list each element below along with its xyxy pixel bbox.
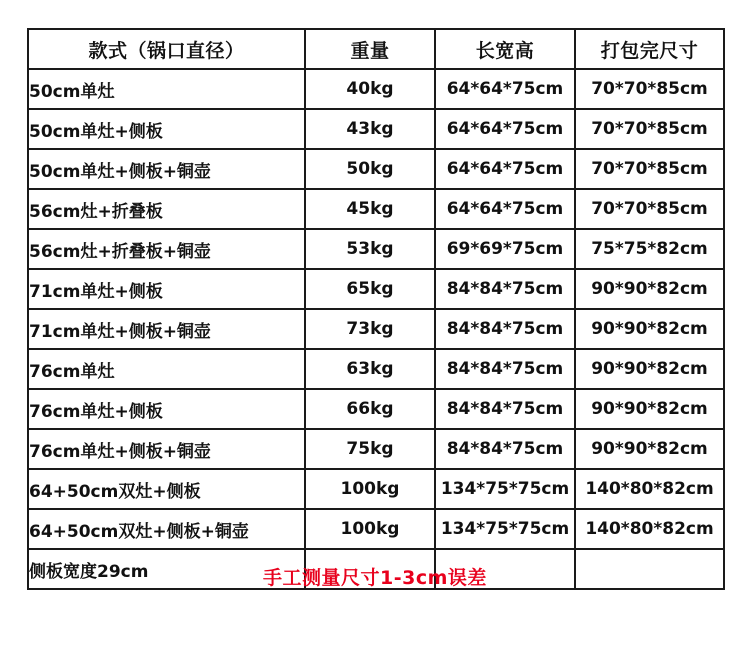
cell-packed-size: 70*70*85cm: [575, 149, 724, 189]
cell-style: 76cm单灶+侧板: [28, 389, 305, 429]
cell-style: 56cm灶+折叠板+铜壶: [28, 229, 305, 269]
cell-dimensions: 64*64*75cm: [435, 189, 575, 229]
cell-packed-size: 90*90*82cm: [575, 349, 724, 389]
cell-packed-size: 75*75*82cm: [575, 229, 724, 269]
cell-packed-size: 70*70*85cm: [575, 109, 724, 149]
cell-dimensions: 84*84*75cm: [435, 429, 575, 469]
cell-packed-size: 90*90*82cm: [575, 389, 724, 429]
cell-dimensions: 64*64*75cm: [435, 109, 575, 149]
cell-style: 64+50cm双灶+侧板+铜壶: [28, 509, 305, 549]
cell-style: 50cm单灶+侧板: [28, 109, 305, 149]
cell-weight: 75kg: [305, 429, 435, 469]
cell-dimensions: 69*69*75cm: [435, 229, 575, 269]
cell-style: 71cm单灶+侧板+铜壶: [28, 309, 305, 349]
table-row: [28, 389, 724, 429]
table-row: [28, 269, 724, 309]
cell-weight: 43kg: [305, 109, 435, 149]
table-row: [28, 469, 724, 509]
cell-packed-size: 90*90*82cm: [575, 429, 724, 469]
table-row: [28, 309, 724, 349]
cell-packed-size: 90*90*82cm: [575, 269, 724, 309]
cell-weight: 73kg: [305, 309, 435, 349]
cell-dimensions: 84*84*75cm: [435, 309, 575, 349]
cell-weight: 53kg: [305, 229, 435, 269]
table-row: [28, 509, 724, 549]
cell-dimensions: 84*84*75cm: [435, 269, 575, 309]
table-row: [28, 109, 724, 149]
cell-weight: 100kg: [305, 509, 435, 549]
cell-packed-size: 140*80*82cm: [575, 509, 724, 549]
cell-style: 50cm单灶: [28, 69, 305, 109]
measurement-disclaimer: 手工测量尺寸1-3cm误差: [263, 567, 487, 589]
cell-weight: 66kg: [305, 389, 435, 429]
cell-weight: 63kg: [305, 349, 435, 389]
column-header-style: 款式（锅口直径）: [28, 29, 305, 69]
spec-table-container: [27, 28, 723, 590]
cell-style: 50cm单灶+侧板+铜壶: [28, 149, 305, 189]
table-row: [28, 149, 724, 189]
cell-dimensions: 84*84*75cm: [435, 389, 575, 429]
cell-style: 71cm单灶+侧板: [28, 269, 305, 309]
cell-dimensions: 64*64*75cm: [435, 149, 575, 189]
cell-style: 64+50cm双灶+侧板: [28, 469, 305, 509]
cell-dimensions: 64*64*75cm: [435, 69, 575, 109]
cell-weight: 40kg: [305, 69, 435, 109]
cell-style: 56cm灶+折叠板: [28, 189, 305, 229]
cell-dimensions: 134*75*75cm: [435, 469, 575, 509]
cell-packed-size: 90*90*82cm: [575, 309, 724, 349]
table-row: [28, 349, 724, 389]
table-row: [28, 189, 724, 229]
cell-weight: 100kg: [305, 469, 435, 509]
cell-style: 76cm单灶+侧板+铜壶: [28, 429, 305, 469]
spec-table: [27, 28, 725, 590]
cell-packed-size: 70*70*85cm: [575, 189, 724, 229]
table-row: [28, 69, 724, 109]
cell-dimensions: 134*75*75cm: [435, 509, 575, 549]
cell-weight: 45kg: [305, 189, 435, 229]
table-header: [28, 29, 724, 69]
cell-weight: 65kg: [305, 269, 435, 309]
cell-style: 76cm单灶: [28, 349, 305, 389]
cell-weight: 50kg: [305, 149, 435, 189]
column-header-dimensions: 长宽高: [435, 29, 575, 69]
cell-packed-size: 140*80*82cm: [575, 469, 724, 509]
table-row: [28, 229, 724, 269]
table-header-row: [28, 29, 724, 69]
cell-side-panel-width-note: 侧板宽度29cm: [28, 549, 305, 589]
cell-packed-size: 70*70*85cm: [575, 69, 724, 109]
cell-dimensions: 84*84*75cm: [435, 349, 575, 389]
column-header-weight: 重量: [305, 29, 435, 69]
table-row: [28, 429, 724, 469]
table-body: [28, 69, 724, 589]
column-header-packed-size: 打包完尺寸: [575, 29, 724, 69]
